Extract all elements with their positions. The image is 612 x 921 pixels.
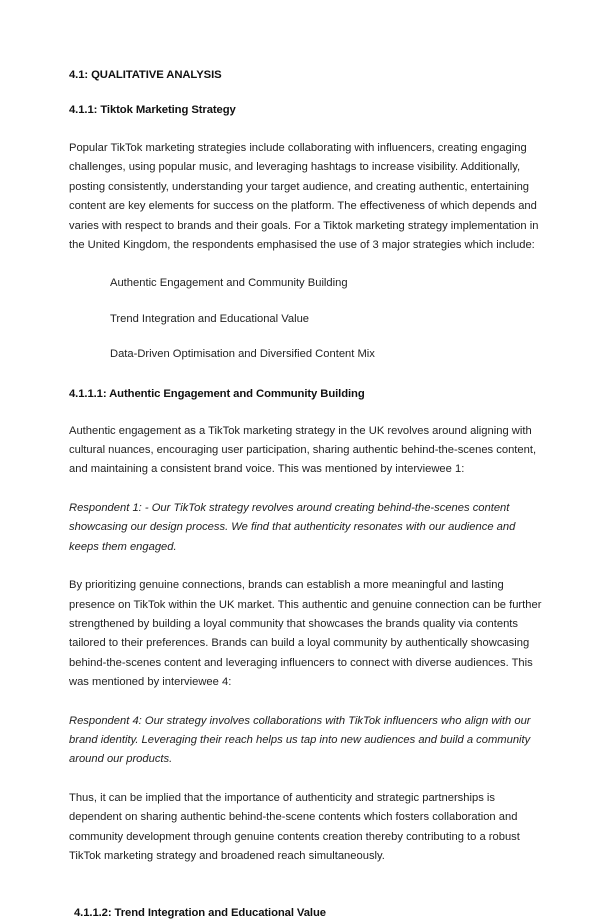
strategy-list (69, 274, 542, 364)
list-item: Data-Driven Optimisation and Diversified Content Mix (110, 348, 375, 361)
list-item: Authentic Engagement and Community Building (110, 277, 348, 290)
list-item: Trend Integration and Educational Value (110, 312, 310, 325)
paragraph-genuine-connections: By prioritizing genuine connections, brands can establish a more meaningful and lasting presence on TikTok within the UK market. This authentic and genuine connection can be further strengthened by building a loyal community that showcases the brands quality via contents tailored to their preferences. Brands can build a loyal community by authentically showcasing behind-the-scenes content and leveraging influencers to connect with diverse audiences. This was mentioned by interviewee 4: (69, 579, 542, 689)
document-body (69, 68, 542, 921)
subsub-heading-authentic-engagement: 4.1.1.1: Authentic Engagement and Community Building (69, 387, 365, 400)
section-heading: 4.1: QUALITATIVE ANALYSIS (69, 69, 222, 81)
paragraph-authentic-engagement: Authentic engagement as a TikTok marketing strategy in the UK revolves around aligning with cultural nuances, encouraging user participation, sharing authentic behind-the-scenes content, and maintaining a consistent brand voice. This was mentioned by interviewee 1: (69, 424, 537, 476)
quote-respondent-1: Respondent 1: - Our TikTok strategy revolves around creating behind-the-scenes content showcasing our design process. We find that authenticity resonates with our audience and keeps them engaged. (69, 501, 516, 553)
paragraph-intro: Popular TikTok marketing strategies include collaborating with influencers, creating engaging challenges, using popular music, and leveraging hashtags to increase visibility. Additionally, posting consistently, understanding your target audience, and creating authentic, entertaining content are key elements for success on the platform. The effectiveness of which depends and varies with respect to brands and their goals. For a Tiktok marketing strategy implementation in the United Kingdom, the respondents emphasised the use of 3 major strategies which include: (69, 142, 539, 252)
sub-heading-tiktok-marketing-strategy: 4.1.1: Tiktok Marketing Strategy (69, 104, 236, 116)
paragraph-conclusion: Thus, it can be implied that the importance of authenticity and strategic partnerships is dependent on sharing authentic behind-the-scene contents which fosters collaboration and community development through genuine contents creation thereby contributing to a robust TikTok marketing strategy and broadened reach simultaneously. (69, 791, 520, 862)
subsub-heading-trend-integration: 4.1.1.2: Trend Integration and Educational Value (74, 907, 326, 920)
quote-respondent-4: Respondent 4: Our strategy involves collaborations with TikTok influencers who align with our brand identity. Leveraging their reach helps us tap into new audiences and build a community around our products. (69, 714, 531, 766)
final-heading-container (69, 906, 542, 921)
